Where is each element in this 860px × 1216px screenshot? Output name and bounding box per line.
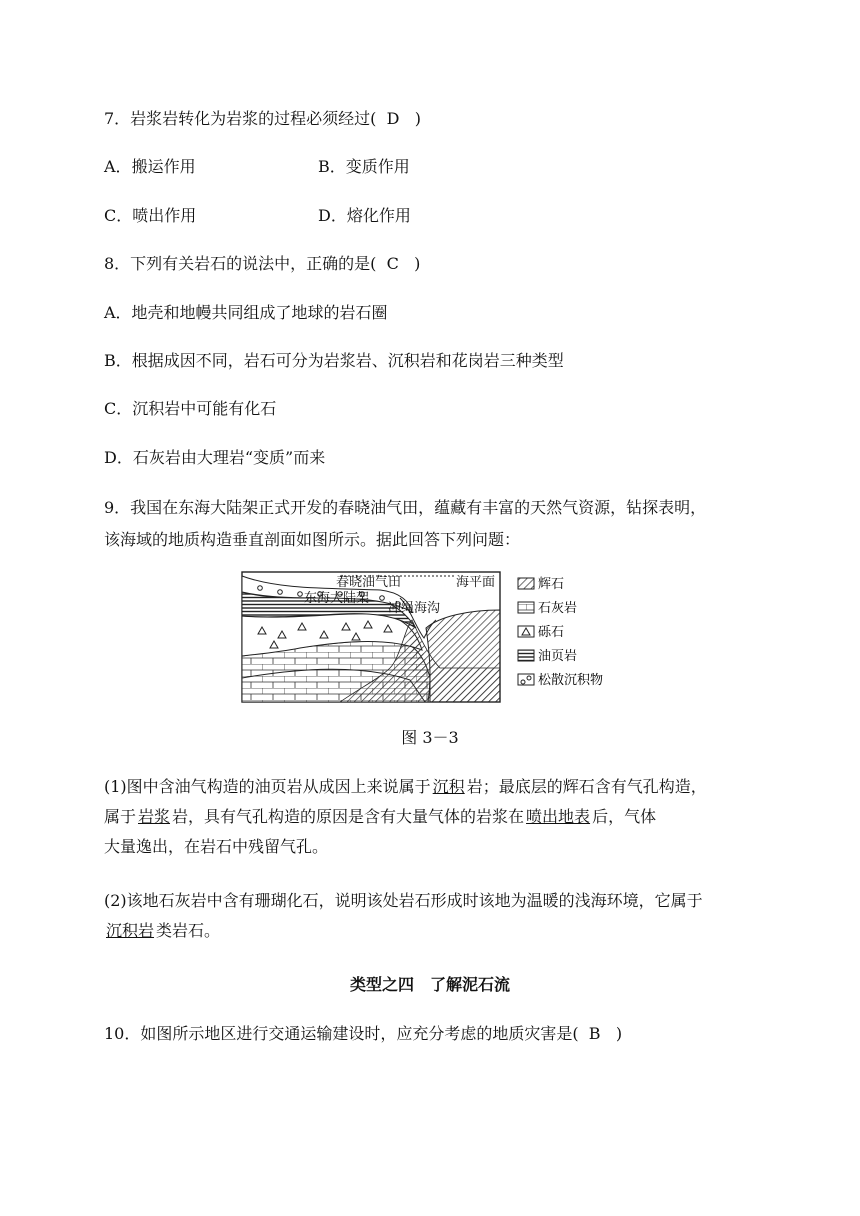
q8-option-a: A．地壳和地幔共同组成了地球的岩石圈 (104, 303, 388, 322)
figure-legend (518, 576, 603, 688)
q9-answer-2: 岩浆 (138, 807, 171, 826)
q7-option-c: C．喷出作用 (104, 206, 197, 225)
q7-stem: 7．岩浆岩转化为岩浆的过程必须经过( D ) (104, 109, 421, 128)
legend-oil-shale-swatch (518, 650, 534, 661)
label-shelf: 东海大陆架 (304, 591, 370, 606)
q7-option-b: B．变质作用 (318, 157, 410, 176)
q8-option-d: D．石灰岩由大理岩“变质”而来 (104, 448, 326, 467)
q8-option-c: C．沉积岩中可能有化石 (104, 399, 277, 418)
q9-answer-3: 喷出地表 (526, 807, 591, 826)
legend-conglomerate: 砾石 (538, 625, 565, 640)
q9-part2: (2)该地石灰岩中含有珊瑚化石，说明该处岩石形成时该地为温暖的浅海环境，它属于 沉积岩 类岩石。 (104, 891, 703, 940)
q9-stem-line1: 9．我国在东海大陆架正式开发的春晓油气田，蕴藏有丰富的天然气资源，钻探表明， (104, 498, 707, 517)
q9-part1: (1)图中含油气构造的油页岩从成因上来说属于 沉积 岩；最底层的辉石含有气孔构造， 属于 岩浆 岩，具有气孔构造的原因是含有大量气体的岩浆在 喷出地表 后，气体 大量逸出，在岩石中残留气孔。 (104, 777, 707, 856)
legend-limestone: 石灰岩 (538, 601, 578, 616)
pyroxene-layer-right (426, 610, 500, 702)
label-chunxiao: 春晓油气田 (336, 575, 402, 590)
q8-option-b: B．根据成因不同，岩石可分为岩浆岩、沉积岩和花岗岩三种类型 (104, 351, 564, 370)
q10-stem: 10．如图所示地区进行交通运输建设时，应充分考虑的地质灾害是( B ) (104, 1024, 623, 1043)
q8-stem: 8．下列有关岩石的说法中，正确的是( C ) (104, 254, 421, 273)
geologic-cross-section-figure (240, 568, 620, 708)
q8-answer: C (386, 254, 399, 273)
q10-answer: B (588, 1024, 601, 1043)
section-title: 类型之四 了解泥石流 (349, 975, 510, 994)
q9-answer-1: 沉积 (432, 777, 465, 796)
q7-option-a: A．搬运作用 (104, 157, 196, 176)
label-sea-level: 海平面 (456, 575, 496, 590)
q9-answer-4: 沉积岩 (106, 921, 155, 940)
figure-caption: 图 3－3 (401, 728, 459, 747)
legend-pyroxene-swatch (518, 578, 534, 589)
label-trough: 冲绳海沟 (388, 601, 441, 616)
q7-option-d: D．熔化作用 (318, 206, 411, 225)
legend-oil-shale: 油页岩 (538, 649, 578, 664)
legend-sediment-swatch (518, 674, 534, 685)
legend-pyroxene: 辉石 (538, 577, 565, 592)
q9-stem-line2: 该海域的地质构造垂直剖面如图所示。据此回答下列问题： (104, 530, 521, 549)
q7-answer: D (386, 109, 400, 128)
legend-limestone-swatch (518, 602, 534, 613)
legend-sediment: 松散沉积物 (538, 673, 604, 688)
